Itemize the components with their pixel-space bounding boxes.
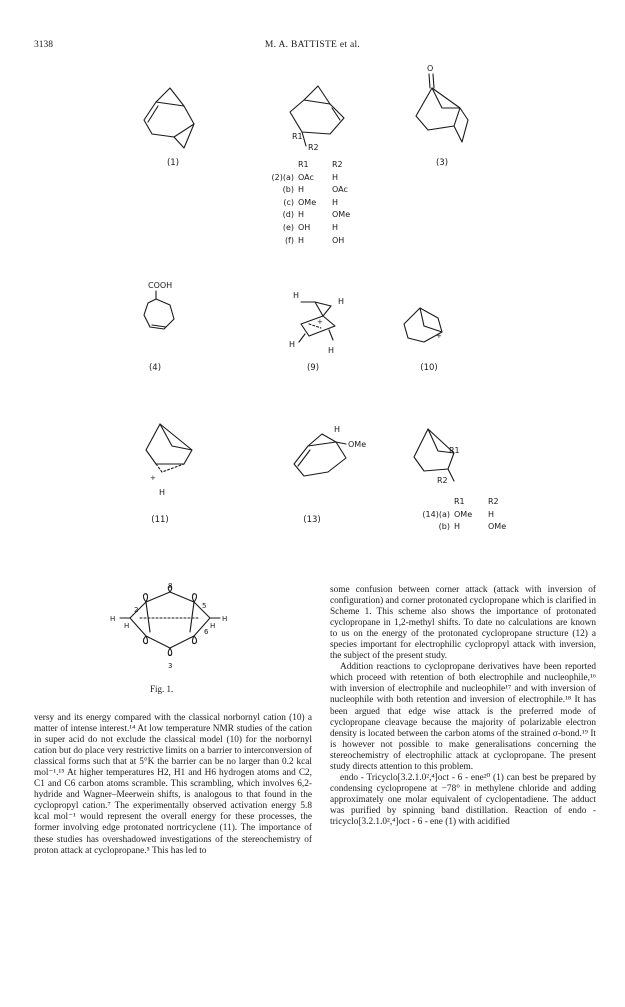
body-column-left xyxy=(34,713,312,857)
atom-h: H xyxy=(110,615,116,623)
fig-label: 2 xyxy=(134,606,139,614)
table-header: R1 R2 xyxy=(454,497,499,506)
label-compound-1: (1) xyxy=(166,158,180,168)
substituent-table-14 xyxy=(394,496,514,534)
fig-label: 8 xyxy=(168,582,173,590)
atom-h: H xyxy=(222,615,228,623)
paragraph: Addition reactions to cyclopropane derivatives have been reported which proceed with retention of both electrophile and nucleophile,¹⁶ with inversion of electrophile and nucleophile¹⁷ and with inversion of nucleophile with both retention and inversion of electrophile.¹⁸ It has been argued that edge wise attack is the preferred mode of cyclopropane cleavage because the majority of polarizable electron density is located between the carbon atoms of the strained σ-bond.¹⁹ It is however not possible to make generalisations concerning the stereochemistry of electrophilic attack at cyclopropane. The present study directs attention to this problem. xyxy=(330,662,596,772)
charge-plus: + xyxy=(150,474,156,482)
structure-3 xyxy=(408,72,478,152)
atom-h: H xyxy=(210,622,216,630)
label-compound-13: (13) xyxy=(303,515,321,525)
figure-1-diagram xyxy=(110,582,230,672)
atom-h: H xyxy=(338,297,345,306)
fig-label: 3 xyxy=(168,662,173,670)
header-r1: R1 xyxy=(298,160,309,169)
table-row: (2)(a) OAc H xyxy=(271,172,339,182)
atom-h: H xyxy=(328,346,335,355)
running-head: M. A. BATTISTE et al. xyxy=(264,40,361,50)
figure-caption: Fig. 1. xyxy=(150,684,174,694)
r1-label: R1 xyxy=(292,132,303,141)
table-row: (b) H OMe xyxy=(438,522,507,532)
fig-label: 5 xyxy=(202,602,207,610)
label-compound-10: (10) xyxy=(420,363,438,373)
label-compound-9: (9) xyxy=(306,363,320,373)
structure-2 xyxy=(280,82,360,152)
r2-label: R2 xyxy=(437,476,448,485)
body-column-right xyxy=(330,585,596,828)
label-compound-4: (4) xyxy=(148,363,162,373)
table-row: (b) H OAc xyxy=(282,185,348,195)
table-row: (14)(a) OMe H xyxy=(422,509,495,519)
label-compound-3: (3) xyxy=(435,158,449,168)
atom-h: H xyxy=(124,622,130,630)
page-header xyxy=(34,40,591,54)
fig-label: 6 xyxy=(204,628,209,636)
table-row: (c) OMe H xyxy=(283,197,339,207)
ome-group: OMe xyxy=(348,440,367,449)
header-r2: R2 xyxy=(332,160,343,169)
structure-4 xyxy=(140,289,190,339)
cooh-group: COOH xyxy=(148,281,173,290)
charge-plus: + xyxy=(436,332,442,340)
label-compound-11: (11) xyxy=(151,515,169,525)
atom-h: H xyxy=(289,340,296,349)
table-row: (e) OH H xyxy=(282,222,339,232)
atom-h: H xyxy=(334,425,341,434)
charge-plus: + xyxy=(317,318,323,326)
paragraph: versy and its energy compared with the classical norbornyl cation (10) a matter of intense interest.¹⁴ At low temperature NMR studies of the cation in super acid do not exclude the classical model (10) for the norbornyl cation but do place very restrictive limits on a barrier to interconversion of classical forms such that at 5°K the barrier can be no larger than 0.2 kcal mol⁻¹.¹⁵ At higher temperatures H2, H1 and H6 hydrogen atoms and C2, C1 and C6 carbon atoms scramble. This scrambling, which involves 6,2-hydride and Wagner–Meerwein shifts, is analogous to that found in the cyclopropyl cation.⁷ The experimentally observed activation energy 5.8 kcal mol⁻¹ would represent the overall energy for these processes, the former involving edge protonated nortricyclene (11). The importance of these studies has overshadowed investigations of the stereochemistry of proton attack at cyclopropane.⁵ This has led to xyxy=(34,713,312,856)
page-number: 3138 xyxy=(34,40,53,50)
structure-10 xyxy=(396,298,456,353)
r2-label: R2 xyxy=(308,143,319,152)
atom-h: H xyxy=(159,488,166,497)
table-row: (f) H OH xyxy=(284,235,345,245)
paragraph: some confusion between corner attack (attack with inversion of configuration) and corner protonated cyclopropane which is clarified in Scheme 1. This scheme also shows the importance of protonated cyclopropane in 1,2-methyl shifts. To date no calculations are known to us on the energy of the protonated cyclopropane structure (12) a species important for electrophilic cyclopropyl attack with inversion, the subject of the present study. xyxy=(330,585,596,662)
structure-11 xyxy=(138,420,208,480)
structure-13 xyxy=(288,430,358,485)
r1-label: R1 xyxy=(449,446,460,455)
structure-9 xyxy=(295,296,345,346)
atom-h: H xyxy=(293,291,300,300)
table-row: (d) H OMe xyxy=(282,210,351,220)
paragraph: endo - Tricyclo[3.2.1.0²,⁴]oct - 6 - ene²⁰ (1) can best be prepared by condensing cyclopropene at −78° in methylene chloride and adding approximately one molar equivalent of cyclopentadiene. The adduct was purified by spinning band distillation. Reaction of endo - tricyclo[3.2.1.0²,⁴]oct - 6 - ene (1) with acidified xyxy=(330,772,596,827)
substituent-table-2 xyxy=(268,159,358,247)
structure-1 xyxy=(134,82,214,152)
atom-o-label: O xyxy=(427,64,434,73)
table-header xyxy=(268,159,358,172)
